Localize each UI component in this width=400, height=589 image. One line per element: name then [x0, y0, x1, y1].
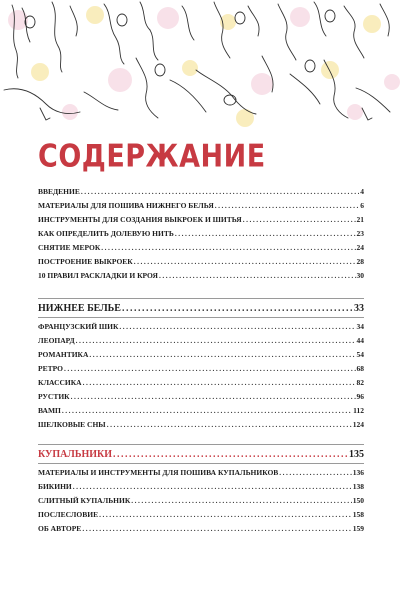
toc-page-number: 44: [356, 336, 364, 345]
dot-leader: [64, 362, 356, 376]
dot-leader: [134, 255, 356, 269]
page-title: СОДЕРЖАНИЕ: [38, 139, 266, 175]
toc-entry-label: РЕТРО: [38, 364, 63, 373]
toc-entry-row[interactable]: [38, 320, 364, 334]
toc-entry-label: СЛИТНЫЙ КУПАЛЬНИК: [38, 496, 131, 505]
dot-leader: [122, 301, 353, 317]
toc-entry-label: ИНСТРУМЕНТЫ ДЛЯ СОЗДАНИЯ ВЫКРОЕК И ШИТЬЯ: [38, 215, 242, 224]
dot-leader: [71, 390, 356, 404]
toc-page-number: 136: [352, 468, 364, 477]
dot-leader: [73, 480, 352, 494]
dot-leader: [159, 269, 356, 283]
toc-page-number: 4: [360, 187, 364, 196]
toc-heading-label: НИЖНЕЕ БЕЛЬЕ: [38, 303, 121, 314]
toc-page-number: 6: [360, 201, 364, 210]
dot-leader: [99, 508, 352, 522]
toc-entry-label: МАТЕРИАЛЫ ДЛЯ ПОШИВА НИЖНЕГО БЕЛЬЯ: [38, 201, 214, 210]
toc-entry-label: ШЕЛКОВЫЕ СНЫ: [38, 420, 106, 429]
toc-entry-label: ФРАНЦУЗСКИЙ ШИК: [38, 322, 119, 331]
toc-entry-row[interactable]: [38, 390, 364, 404]
toc-page-number: 24: [356, 243, 364, 252]
toc-entry-label: ПОСТРОЕНИЕ ВЫКРОЕК: [38, 257, 133, 266]
section-divider: [38, 463, 364, 464]
toc-entry-label: БИКИНИ: [38, 482, 72, 491]
toc-entry-row[interactable]: [38, 213, 364, 227]
toc-entry-row[interactable]: [38, 334, 364, 348]
dot-leader: [89, 348, 355, 362]
toc-entry-label: РУСТИК: [38, 392, 70, 401]
toc-page-number: 33: [354, 303, 364, 314]
dot-leader: [215, 199, 360, 213]
dot-leader: [131, 494, 351, 508]
toc-entry-row[interactable]: [38, 348, 364, 362]
toc-entry-row[interactable]: [38, 255, 364, 269]
toc-entry-row[interactable]: [38, 185, 364, 199]
toc-entry-label: РОМАНТИКА: [38, 350, 89, 359]
toc-entry-label: ОБ АВТОРЕ: [38, 524, 82, 533]
toc-section-swimwear: [38, 444, 364, 536]
toc-entry-row[interactable]: [38, 227, 364, 241]
toc-page-number: 34: [356, 322, 364, 331]
dot-leader: [175, 227, 356, 241]
toc-entry-label: ПОСЛЕСЛОВИЕ: [38, 510, 99, 519]
toc-entry-label: КЛАССИКА: [38, 378, 82, 387]
toc-entry-label: ЛЕОПАРД: [38, 336, 75, 345]
toc-entry-label: КАК ОПРЕДЕЛИТЬ ДОЛЕВУЮ НИТЬ: [38, 229, 174, 238]
toc-heading-label: КУПАЛЬНИКИ: [38, 449, 113, 460]
toc-entry-row[interactable]: [38, 522, 364, 536]
dot-leader: [76, 334, 356, 348]
toc-page-number: 28: [356, 257, 364, 266]
section-divider: [38, 298, 364, 299]
toc-page-number: 82: [356, 378, 364, 387]
toc-heading-row[interactable]: [38, 447, 364, 463]
toc-section-lingerie: [38, 298, 364, 432]
toc-entry-row[interactable]: [38, 269, 364, 283]
toc-page-number: 159: [352, 524, 364, 533]
section-divider: [38, 444, 364, 445]
toc-page-number: 96: [356, 392, 364, 401]
toc-page-number: 135: [349, 449, 364, 460]
toc-entry-label: ВАМП: [38, 406, 61, 415]
toc-section-intro: [38, 185, 364, 283]
header-illustration: [0, 0, 400, 130]
toc-page-number: 138: [352, 482, 364, 491]
toc-page-number: 158: [352, 510, 364, 519]
dot-leader: [243, 213, 356, 227]
dot-leader: [83, 376, 356, 390]
dot-leader: [82, 522, 351, 536]
toc-page-number: 23: [356, 229, 364, 238]
dot-leader: [81, 185, 359, 199]
toc-entry-label: 10 ПРАВИЛ РАСКЛАДКИ И КРОЯ: [38, 271, 158, 280]
section-divider: [38, 317, 364, 318]
toc-page-number: 124: [352, 420, 364, 429]
dot-leader: [113, 447, 348, 463]
toc-entry-row[interactable]: [38, 508, 364, 522]
dot-leader: [107, 418, 352, 432]
dot-leader: [101, 241, 355, 255]
toc-entry-row[interactable]: [38, 418, 364, 432]
toc-page-number: 30: [356, 271, 364, 280]
toc-entry-row[interactable]: [38, 362, 364, 376]
toc-page-number: 21: [356, 215, 364, 224]
toc-entry-label: МАТЕРИАЛЫ И ИНСТРУМЕНТЫ ДЛЯ ПОШИВА КУПАЛЬНИКОВ: [38, 468, 279, 477]
toc-page-number: 150: [352, 496, 364, 505]
dot-leader: [279, 466, 351, 480]
toc-page-number: 54: [356, 350, 364, 359]
toc-entry-row[interactable]: [38, 199, 364, 213]
dot-leader: [119, 320, 355, 334]
toc-entry-row[interactable]: [38, 376, 364, 390]
toc-page-number: 112: [353, 406, 364, 415]
toc-page-number: 68: [356, 364, 364, 373]
toc-entry-row[interactable]: [38, 480, 364, 494]
toc-entry-label: ВВЕДЕНИЕ: [38, 187, 80, 196]
toc-entry-row[interactable]: [38, 466, 364, 480]
toc-entry-row[interactable]: [38, 494, 364, 508]
toc-entry-row[interactable]: [38, 404, 364, 418]
toc-heading-row[interactable]: [38, 301, 364, 317]
toc-entry-label: СНЯТИЕ МЕРОК: [38, 243, 101, 252]
dot-leader: [62, 404, 352, 418]
toc-entry-row[interactable]: [38, 241, 364, 255]
